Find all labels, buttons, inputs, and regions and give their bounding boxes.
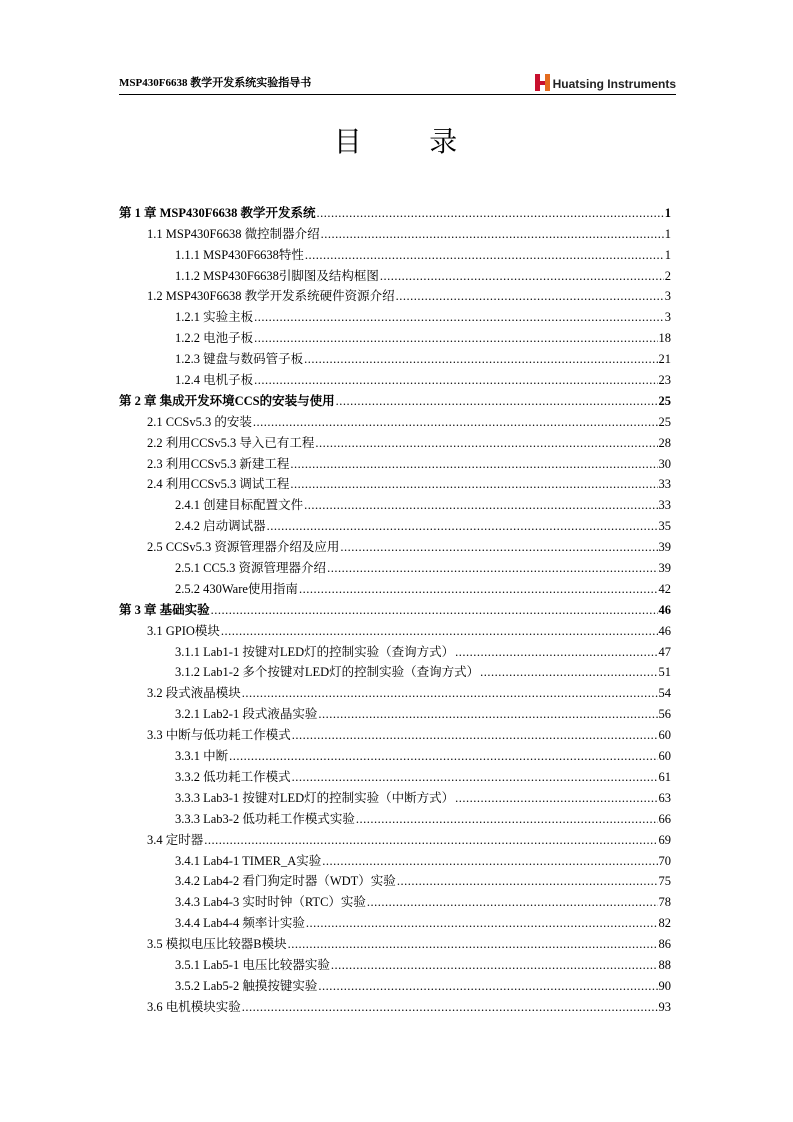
toc-entry[interactable] <box>119 472 671 493</box>
toc-entry[interactable] <box>119 639 671 660</box>
toc-dot-leader <box>397 874 658 889</box>
toc-entry[interactable] <box>119 576 671 597</box>
toc-dot-leader <box>254 310 664 325</box>
toc-entry[interactable] <box>119 263 671 284</box>
toc-dot-leader <box>480 665 657 680</box>
page-title: 目 录 <box>333 125 460 158</box>
toc-entry-title: 3.1.1 Lab1-1 按键对LED灯的控制实验（查询方式） <box>175 644 455 659</box>
toc-entry-title: 3.4.2 Lab4-2 看门狗定时器（WDT）实验 <box>175 874 396 889</box>
toc-entry-page: 1 <box>664 226 671 241</box>
toc-entry-page: 1 <box>664 247 671 262</box>
toc-entry-title: 1.1.1 MSP430F6638特性 <box>175 247 304 262</box>
toc-entry[interactable] <box>119 785 671 806</box>
toc-dot-leader <box>317 206 664 221</box>
toc-entry[interactable] <box>119 597 671 618</box>
toc-entry[interactable] <box>119 534 671 555</box>
toc-entry-title: 3.2 段式液晶模块 <box>147 686 241 701</box>
toc-entry[interactable] <box>119 910 671 931</box>
toc-entry-page: 69 <box>658 832 671 847</box>
toc-entry-page: 42 <box>658 581 671 596</box>
toc-entry-title: 3.3.2 低功耗工作模式 <box>175 769 291 784</box>
toc-dot-leader <box>305 248 664 263</box>
toc-entry-title: 3.2.1 Lab2-1 段式液晶实验 <box>175 707 318 722</box>
toc-entry-page: 18 <box>658 331 671 346</box>
toc-entry[interactable] <box>119 952 671 973</box>
toc-dot-leader <box>253 415 658 430</box>
toc-entry[interactable] <box>119 555 671 576</box>
toc-dot-leader <box>288 937 658 952</box>
toc-entry-page: 82 <box>658 916 671 931</box>
toc-entry[interactable] <box>119 367 671 388</box>
toc-entry[interactable] <box>119 325 671 346</box>
toc-dot-leader <box>455 791 657 806</box>
toc-entry[interactable] <box>119 889 671 910</box>
toc-entry-page: 25 <box>658 414 671 429</box>
toc-dot-leader <box>327 561 657 576</box>
toc-entry[interactable] <box>119 973 671 994</box>
toc-dot-leader <box>340 540 657 555</box>
toc-entry[interactable] <box>119 409 671 430</box>
toc-entry[interactable] <box>119 827 671 848</box>
toc-entry-title: 2.5.1 CC5.3 资源管理器介绍 <box>175 561 327 576</box>
toc-entry-page: 61 <box>658 769 671 784</box>
toc-entry-title: 1.2 MSP430F6638 教学开发系统硬件资源介绍 <box>147 289 395 304</box>
toc-dot-leader <box>292 728 658 743</box>
toc-entry-title: 3.1 GPIO模块 <box>147 623 220 638</box>
toc-entry-title: 2.4 利用CCSv5.3 调试工程 <box>147 477 290 492</box>
toc-entry-title: 3.5.2 Lab5-2 触摸按键实验 <box>175 978 318 993</box>
toc-dot-leader <box>356 812 658 827</box>
toc-entry-page: 88 <box>658 957 671 972</box>
toc-entry-title: 第 1 章 MSP430F6638 教学开发系统 <box>119 205 316 220</box>
toc-dot-leader <box>380 269 664 284</box>
toc-dot-leader <box>306 916 658 931</box>
toc-entry[interactable] <box>119 701 671 722</box>
toc-entry-page: 35 <box>658 519 671 534</box>
toc-dot-leader <box>318 707 657 722</box>
header-document-title: MSP430F6638 教学开发系统实验指导书 <box>119 77 312 89</box>
toc-entry-title: 3.4.4 Lab4-4 频率计实验 <box>175 916 305 931</box>
toc-entry-page: 28 <box>658 435 671 450</box>
toc-entry-page: 30 <box>658 456 671 471</box>
toc-entry-page: 39 <box>658 561 671 576</box>
toc-entry-page: 2 <box>664 268 671 283</box>
toc-entry[interactable] <box>119 388 671 409</box>
toc-dot-leader <box>455 645 657 660</box>
toc-entry-title: 2.4.1 创建目标配置文件 <box>175 498 304 513</box>
toc-entry-page: 75 <box>658 874 671 889</box>
toc-dot-leader <box>254 331 657 346</box>
toc-entry-title: 1.1 MSP430F6638 微控制器介绍 <box>147 226 320 241</box>
toc-entry-page: 33 <box>658 498 671 513</box>
toc-entry[interactable] <box>119 304 671 325</box>
toc-entry-title: 1.1.2 MSP430F6638引脚图及结构框图 <box>175 268 379 283</box>
toc-entry[interactable] <box>119 492 671 513</box>
toc-entry-title: 3.3.1 中断 <box>175 749 229 764</box>
toc-dot-leader <box>211 603 658 618</box>
toc-dot-leader <box>229 749 657 764</box>
toc-entry-page: 46 <box>658 602 671 617</box>
toc-entry-page: 3 <box>664 310 671 325</box>
toc-entry[interactable] <box>119 660 671 681</box>
toc-dot-leader <box>254 373 657 388</box>
toc-dot-leader <box>304 498 657 513</box>
toc-entry-title: 2.5 CCSv5.3 资源管理器介绍及应用 <box>147 540 340 555</box>
company-logo-text: Huatsing Instruments <box>552 77 676 91</box>
toc-entry[interactable] <box>119 680 671 701</box>
toc-entry[interactable] <box>119 284 671 305</box>
toc-entry-page: 47 <box>658 644 671 659</box>
toc-entry-title: 3.4.3 Lab4-3 实时时钟（RTC）实验 <box>175 895 366 910</box>
toc-entry-page: 54 <box>658 686 671 701</box>
toc-entry-page: 33 <box>658 477 671 492</box>
toc-entry-page: 23 <box>658 373 671 388</box>
toc-entry-title: 3.6 电机模块实验 <box>147 999 241 1014</box>
toc-entry[interactable] <box>119 743 671 764</box>
toc-entry[interactable] <box>119 848 671 869</box>
toc-entry-title: 1.2.4 电机子板 <box>175 373 254 388</box>
toc-entry[interactable] <box>119 221 671 242</box>
toc-entry-title: 3.5.1 Lab5-1 电压比较器实验 <box>175 957 330 972</box>
toc-entry-page: 63 <box>658 790 671 805</box>
toc-entry-title: 3.3 中断与低功耗工作模式 <box>147 728 291 743</box>
toc-entry[interactable] <box>119 994 671 1015</box>
toc-dot-leader <box>267 519 658 534</box>
toc-dot-leader <box>290 457 657 472</box>
toc-entry-title: 第 3 章 基础实验 <box>119 602 210 617</box>
toc-entry[interactable] <box>119 931 671 952</box>
toc-entry-page: 21 <box>658 352 671 367</box>
toc-entry[interactable] <box>119 430 671 451</box>
toc-dot-leader <box>322 854 657 869</box>
toc-entry-title: 2.4.2 启动调试器 <box>175 519 266 534</box>
toc-entry[interactable] <box>119 764 671 785</box>
toc-entry-title: 3.5 模拟电压比较器B模块 <box>147 937 287 952</box>
toc-entry-page: 25 <box>658 393 671 408</box>
toc-entry[interactable] <box>119 806 671 827</box>
toc-dot-leader <box>336 394 658 409</box>
toc-entry-title: 1.2.1 实验主板 <box>175 310 254 325</box>
toc-entry-page: 39 <box>658 540 671 555</box>
page-header <box>119 66 676 95</box>
toc-dot-leader <box>290 477 657 492</box>
toc-entry-title: 1.2.2 电池子板 <box>175 331 254 346</box>
toc-dot-leader <box>315 436 657 451</box>
toc-entry-title: 3.3.3 Lab3-1 按键对LED灯的控制实验（中断方式） <box>175 790 455 805</box>
toc-dot-leader <box>204 833 657 848</box>
toc-entry[interactable] <box>119 242 671 263</box>
toc-dot-leader <box>321 227 664 242</box>
toc-entry-title: 第 2 章 集成开发环境CCS的安装与使用 <box>119 393 335 408</box>
toc-entry-title: 1.2.3 键盘与数码管子板 <box>175 352 304 367</box>
toc-entry-page: 86 <box>658 937 671 952</box>
toc-entry-page: 56 <box>658 707 671 722</box>
table-of-contents <box>119 200 671 1015</box>
toc-entry-page: 93 <box>658 999 671 1014</box>
toc-dot-leader <box>221 624 658 639</box>
toc-entry-title: 2.1 CCSv5.3 的安装 <box>147 414 252 429</box>
toc-entry-title: 3.4 定时器 <box>147 832 204 847</box>
toc-entry-page: 51 <box>658 665 671 680</box>
toc-entry[interactable] <box>119 200 671 221</box>
toc-entry-title: 2.5.2 430Ware使用指南 <box>175 581 298 596</box>
toc-entry-page: 60 <box>658 749 671 764</box>
toc-dot-leader <box>304 352 657 367</box>
company-logo <box>535 74 676 91</box>
toc-entry-title: 3.3.3 Lab3-2 低功耗工作模式实验 <box>175 811 355 826</box>
toc-entry-title: 3.1.2 Lab1-2 多个按键对LED灯的控制实验（查询方式） <box>175 665 480 680</box>
toc-entry-title: 2.3 利用CCSv5.3 新建工程 <box>147 456 290 471</box>
toc-entry-page: 90 <box>658 978 671 993</box>
toc-entry[interactable] <box>119 451 671 472</box>
toc-dot-leader <box>242 686 658 701</box>
toc-dot-leader <box>318 979 657 994</box>
toc-entry-title: 2.2 利用CCSv5.3 导入已有工程 <box>147 435 315 450</box>
toc-dot-leader <box>292 770 658 785</box>
toc-entry[interactable] <box>119 722 671 743</box>
toc-entry-page: 66 <box>658 811 671 826</box>
toc-entry[interactable] <box>119 346 671 367</box>
toc-entry[interactable] <box>119 513 671 534</box>
toc-entry[interactable] <box>119 618 671 639</box>
toc-entry-page: 46 <box>658 623 671 638</box>
toc-dot-leader <box>396 289 664 304</box>
toc-entry-page: 70 <box>658 853 671 868</box>
toc-dot-leader <box>299 582 658 597</box>
toc-entry-page: 3 <box>664 289 671 304</box>
toc-entry-page: 60 <box>658 728 671 743</box>
toc-dot-leader <box>331 958 658 973</box>
toc-entry-page: 78 <box>658 895 671 910</box>
toc-dot-leader <box>242 1000 658 1015</box>
toc-entry-page: 1 <box>664 205 671 220</box>
toc-entry[interactable] <box>119 869 671 890</box>
toc-dot-leader <box>367 895 658 910</box>
huatsing-logo-icon <box>535 74 552 91</box>
toc-entry-title: 3.4.1 Lab4-1 TIMER_A实验 <box>175 853 322 868</box>
